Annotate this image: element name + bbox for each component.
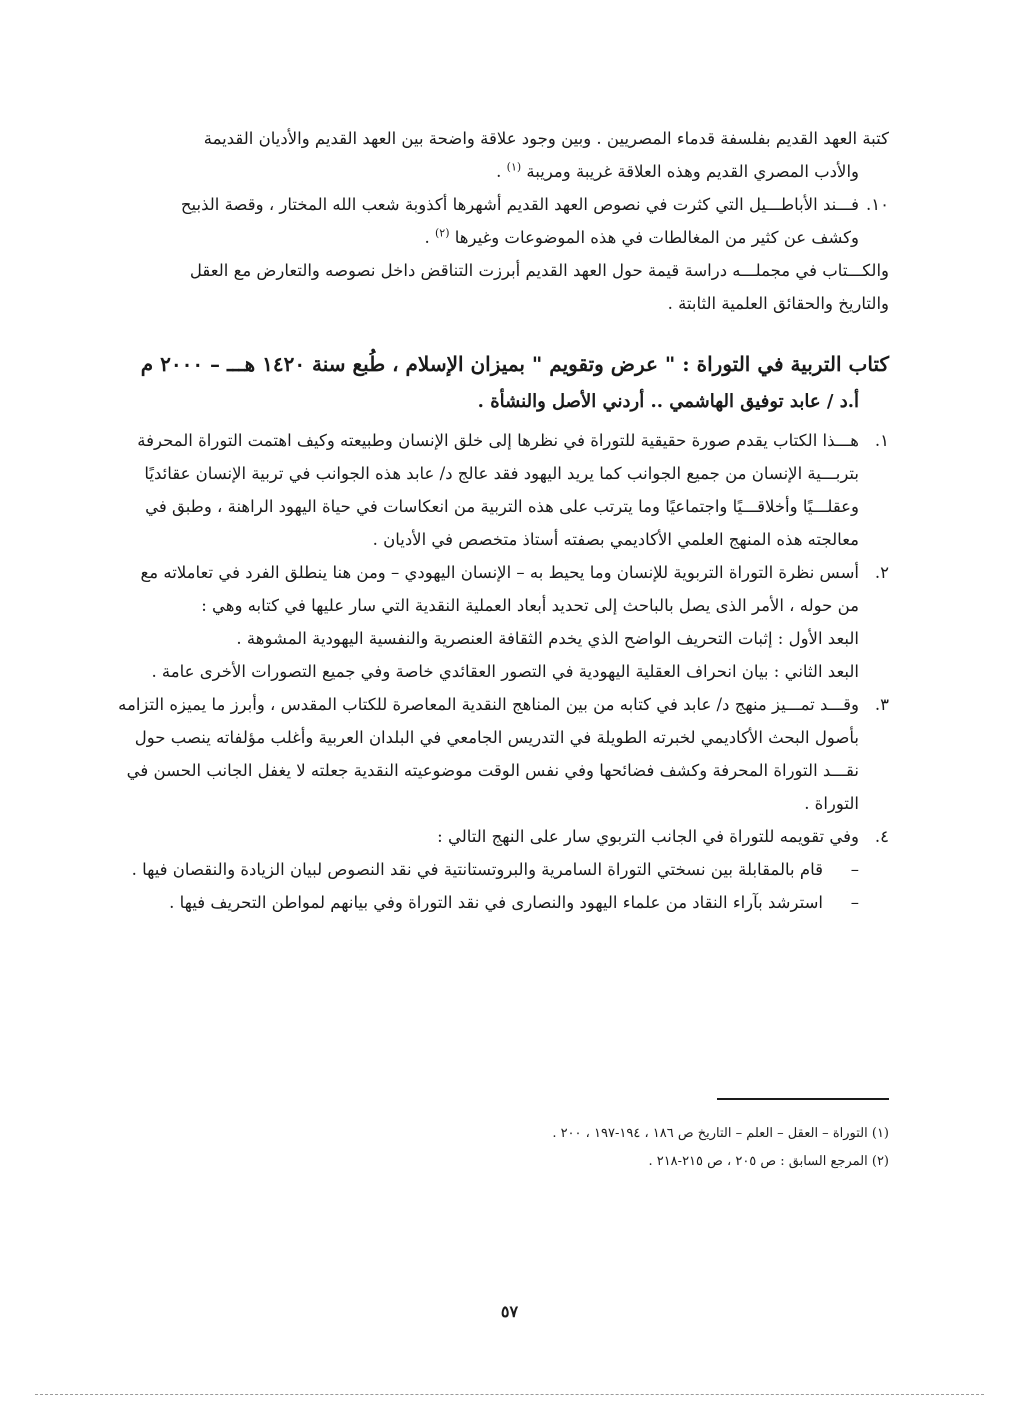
list-item-line bbox=[100, 221, 859, 254]
list-item-body bbox=[100, 424, 859, 556]
list-item-line: بتربـــية الإنسان من جميع الجوانب كما يريد اليهود فقد عالج د/ عابد هذه الجوانب في تربية الإنسان عقائديًا bbox=[144, 464, 859, 483]
list-item-3 bbox=[100, 688, 889, 820]
list-item-line: بأصول البحث الأكاديمي لخبرته الطويلة في التدريس الجامعي في البلدان العربية وأغلب مؤلفاته ينصب حول bbox=[134, 728, 859, 747]
list-item-number: ٢. bbox=[874, 563, 889, 582]
book-author: أ.د / عابد توفيق الهاشمي .. أردني الأصل والنشأة . bbox=[477, 391, 859, 412]
footnote-ref-1[interactable]: (١) bbox=[506, 160, 522, 174]
list-item-number: ١. bbox=[874, 431, 889, 450]
intro-line-2 bbox=[100, 155, 889, 188]
dash-bullet: – bbox=[850, 860, 859, 879]
footnotes bbox=[552, 1120, 889, 1176]
list-item-2 bbox=[100, 556, 889, 688]
page-body bbox=[100, 122, 889, 919]
book-title: كتاب التربية في التوراة : " عرض وتقويم " بميزان الإسلام ، طُبع سنة ١٤٢٠ هـــ – ٢٠٠٠ م bbox=[140, 352, 889, 376]
dash-item-2 bbox=[100, 886, 889, 919]
list-item-10 bbox=[100, 188, 889, 254]
intro-line-1: كتبة العهد القديم بفلسفة قدماء المصريين . وبين وجود علاقة واضحة بين العهد القديم والأديان القديمة bbox=[203, 129, 889, 148]
list-item-line: معالجته هذه المنهج العلمي الأكاديمي بصفته أستاذ متخصص في الأديان . bbox=[372, 530, 859, 549]
list-item-1 bbox=[100, 424, 889, 556]
list-item-body bbox=[100, 556, 859, 688]
list-item-number: ٣. bbox=[874, 695, 889, 714]
footnote-1: (١) التوراة – العقل – العلم – التاريخ ص ١٨٦ ، ١٩٤-١٩٧ ، ٢٠٠ . bbox=[552, 1126, 889, 1141]
list-item-line-end: . bbox=[424, 228, 435, 247]
list-item-line: التوراة . bbox=[804, 794, 859, 813]
bottom-border bbox=[35, 1394, 984, 1395]
list-item-4 bbox=[100, 820, 889, 853]
list-item-body bbox=[100, 820, 859, 853]
list-item-line: فـــند الأباطـــيل التي كثرت في نصوص العهد القديم أشهرها أكذوبة شعب الله المختار ، وقصة الذبيح bbox=[180, 195, 859, 214]
footnote-2: (٢) المرجع السابق : ص ٢٠٥ ، ص ٢١٥-٢١٨ . bbox=[648, 1154, 889, 1169]
footnote-ref-2[interactable]: (٢) bbox=[435, 226, 450, 240]
dash-bullet: – bbox=[850, 893, 859, 912]
list-item-number: ١٠. bbox=[866, 195, 889, 214]
list-item-line: أسس نظرة التوراة التربوية للإنسان وما يحيط به – الإنسان اليهودي – ومن هنا ينطلق الفرد في تعاملاته مع bbox=[140, 563, 859, 582]
summary-line-1: والكـــتاب في مجملـــه دراسة قيمة حول العهد القديم أبرزت التناقض داخل نصوصه والتعارض مع العقل bbox=[189, 261, 889, 280]
page-number: ٥٧ bbox=[500, 1302, 519, 1321]
list-item-line: من حوله ، الأمر الذى يصل بالباحث إلى تحديد أبعاد العملية النقدية التي سار عليها في كتابه وهي : bbox=[201, 596, 859, 615]
list-item-line: وعقلـــيًا وأخلاقـــيًا واجتماعيًا وما يترتب على هذه التربية من انعكاسات في حياة اليهود الراهنة ، وطبق في bbox=[145, 497, 859, 516]
dash-item-text: قام بالمقابلة بين نسختي التوراة السامرية والبروتستانتية في نقد النصوص لبيان الزيادة والنقصان فيها . bbox=[131, 860, 823, 879]
footnote-separator-line bbox=[717, 1098, 889, 1100]
book-heading bbox=[100, 344, 889, 420]
list-item-body bbox=[100, 188, 859, 254]
list-item-number: ٤. bbox=[874, 827, 889, 846]
list-item-line: هـــذا الكتاب يقدم صورة حقيقية للتوراة في نظرها إلى خلق الإنسان وطبيعته وكيف اهتمت التوراة المحرفة bbox=[137, 431, 859, 450]
list-item-body bbox=[100, 688, 859, 820]
list-item-line: وقـــد تمـــيز منهج د/ عابد في كتابه من بين المناهج النقدية المعاصرة للكتاب المقدس ، وأبرز ما يميزه التزامه bbox=[118, 695, 859, 714]
list-item-line: وفي تقويمه للتوراة في الجانب التربوي سار على النهج التالي : bbox=[437, 827, 859, 846]
intro-line-2-end: . bbox=[496, 162, 507, 181]
list-item-line: البعد الأول : إثبات التحريف الواضح الذي يخدم الثقافة العنصرية والنفسية اليهودية المشوهة . bbox=[236, 629, 859, 648]
summary-line-2: والتاريخ والحقائق العلمية الثابتة . bbox=[667, 294, 889, 313]
list-item-line: البعد الثاني : بيان انحراف العقلية اليهودية في التصور العقائدي خاصة وفي جميع التصورات الأخرى عامة . bbox=[151, 662, 859, 681]
list-item-line-text: وكشف عن كثير من المغالطات في هذه الموضوعات وغيرها bbox=[454, 228, 859, 247]
intro-line-2-text: والأدب المصري القديم وهذه العلاقة غريبة ومريبة bbox=[526, 162, 859, 181]
dash-item-1 bbox=[100, 853, 889, 886]
dash-item-text: استرشد بآراء النقاد من علماء اليهود والنصارى في نقد التوراة وفي بيانهم لمواطن التحريف فيها . bbox=[169, 893, 823, 912]
list-item-line: نقـــد التوراة المحرفة وكشف فضائحها وفي نفس الوقت موضوعيته النقدية جعلته لا يغفل الجانب الحسن في bbox=[126, 761, 859, 780]
